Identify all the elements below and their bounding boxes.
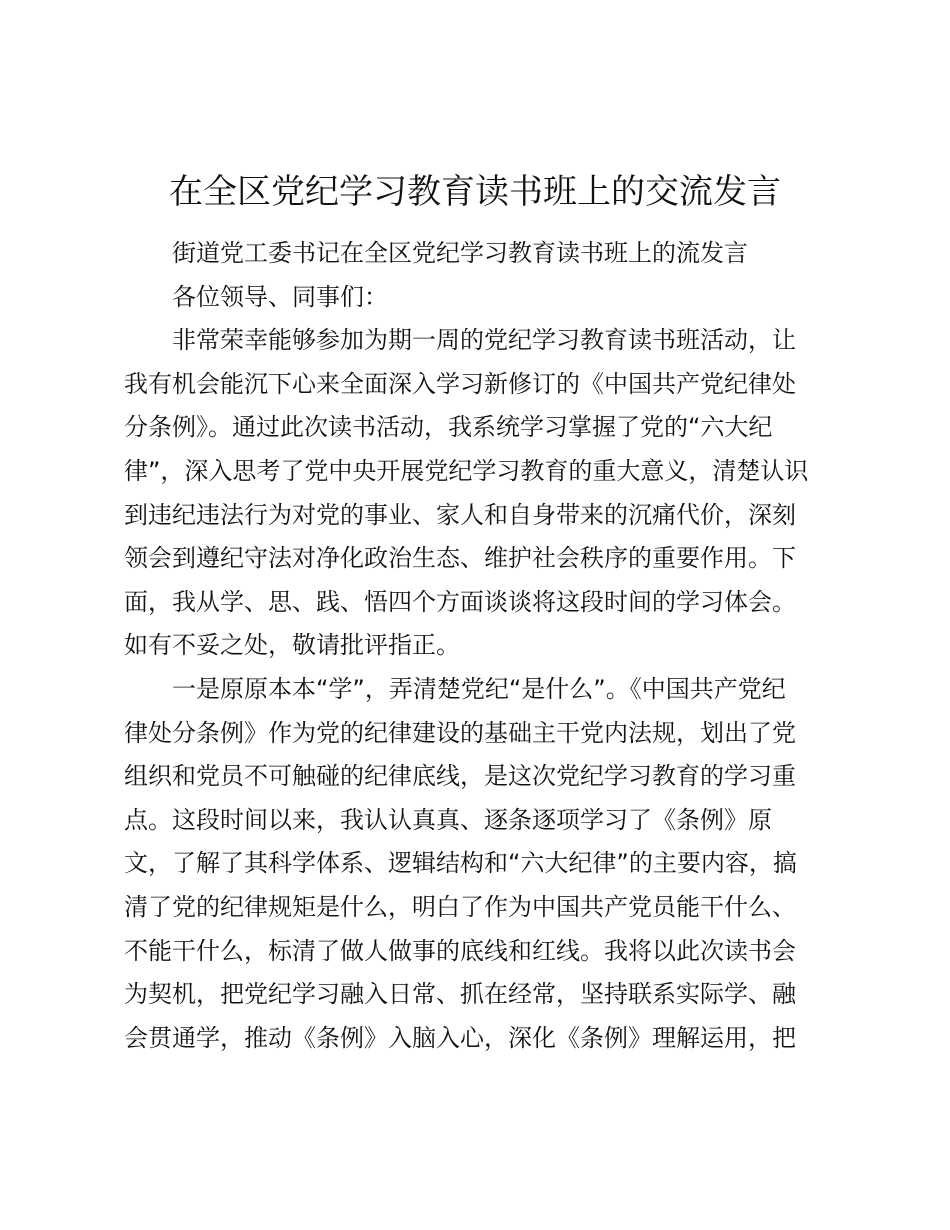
text-line: 为契机，把党纪学习融入日常、抓在经常，坚持联系实际学、融 bbox=[124, 980, 796, 1009]
text-line: 一是原原本本“学”，弄清楚党纪“是什么”。《中国共产党纪 bbox=[172, 674, 786, 703]
text-line: 清了党的纪律规矩是什么，明白了作为中国共产党员能干什么、 bbox=[124, 892, 796, 921]
document-title: 在全区党纪学习教育读书班上的交流发言 bbox=[169, 172, 781, 212]
text-line: 我有机会能沉下心来全面深入学习新修订的《中国共产党纪律处 bbox=[124, 369, 796, 398]
text-line: 组织和党员不可触碰的纪律底线，是这次党纪学习教育的学习重 bbox=[124, 762, 796, 791]
text-line: 领会到遵纪守法对净化政治生态、维护社会秩序的重要作用。下 bbox=[124, 544, 796, 573]
text-line: 街道党工委书记在全区党纪学习教育读书班上的流发言 bbox=[172, 239, 748, 267]
text-line: 到违纪违法行为对党的事业、家人和自身带来的沉痛代价，深刻 bbox=[124, 500, 796, 529]
text-line: 律”，深入思考了党中央开展党纪学习教育的重大意义，清楚认识 bbox=[124, 456, 809, 485]
text-line: 各位领导、同事们： bbox=[172, 282, 388, 311]
document-body bbox=[124, 232, 824, 1060]
text-line: 非常荣幸能够参加为期一周的党纪学习教育读书班活动，让 bbox=[172, 326, 796, 355]
text-line: 分条例》。通过此次读书活动，我系统学习掌握了党的“六大纪 bbox=[124, 413, 773, 442]
text-line: 面，我从学、思、践、悟四个方面谈谈将这段时间的学习体会。 bbox=[124, 587, 796, 616]
text-line: 如有不妥之处，敬请批评指正。 bbox=[124, 631, 460, 660]
text-line: 律处分条例》作为党的纪律建设的基础主干党内法规，划出了党 bbox=[124, 718, 796, 747]
text-line: 不能干什么，标清了做人做事的底线和红线。我将以此次读书会 bbox=[124, 936, 796, 965]
text-line: 会贯通学，推动《条例》入脑入心，深化《条例》理解运用，把 bbox=[124, 1023, 796, 1052]
text-line: 点。这段时间以来，我认认真真、逐条逐项学习了《条例》原 bbox=[124, 805, 772, 834]
text-line: 文，了解了其科学体系、逻辑结构和“六大纪律”的主要内容，搞 bbox=[124, 849, 797, 878]
